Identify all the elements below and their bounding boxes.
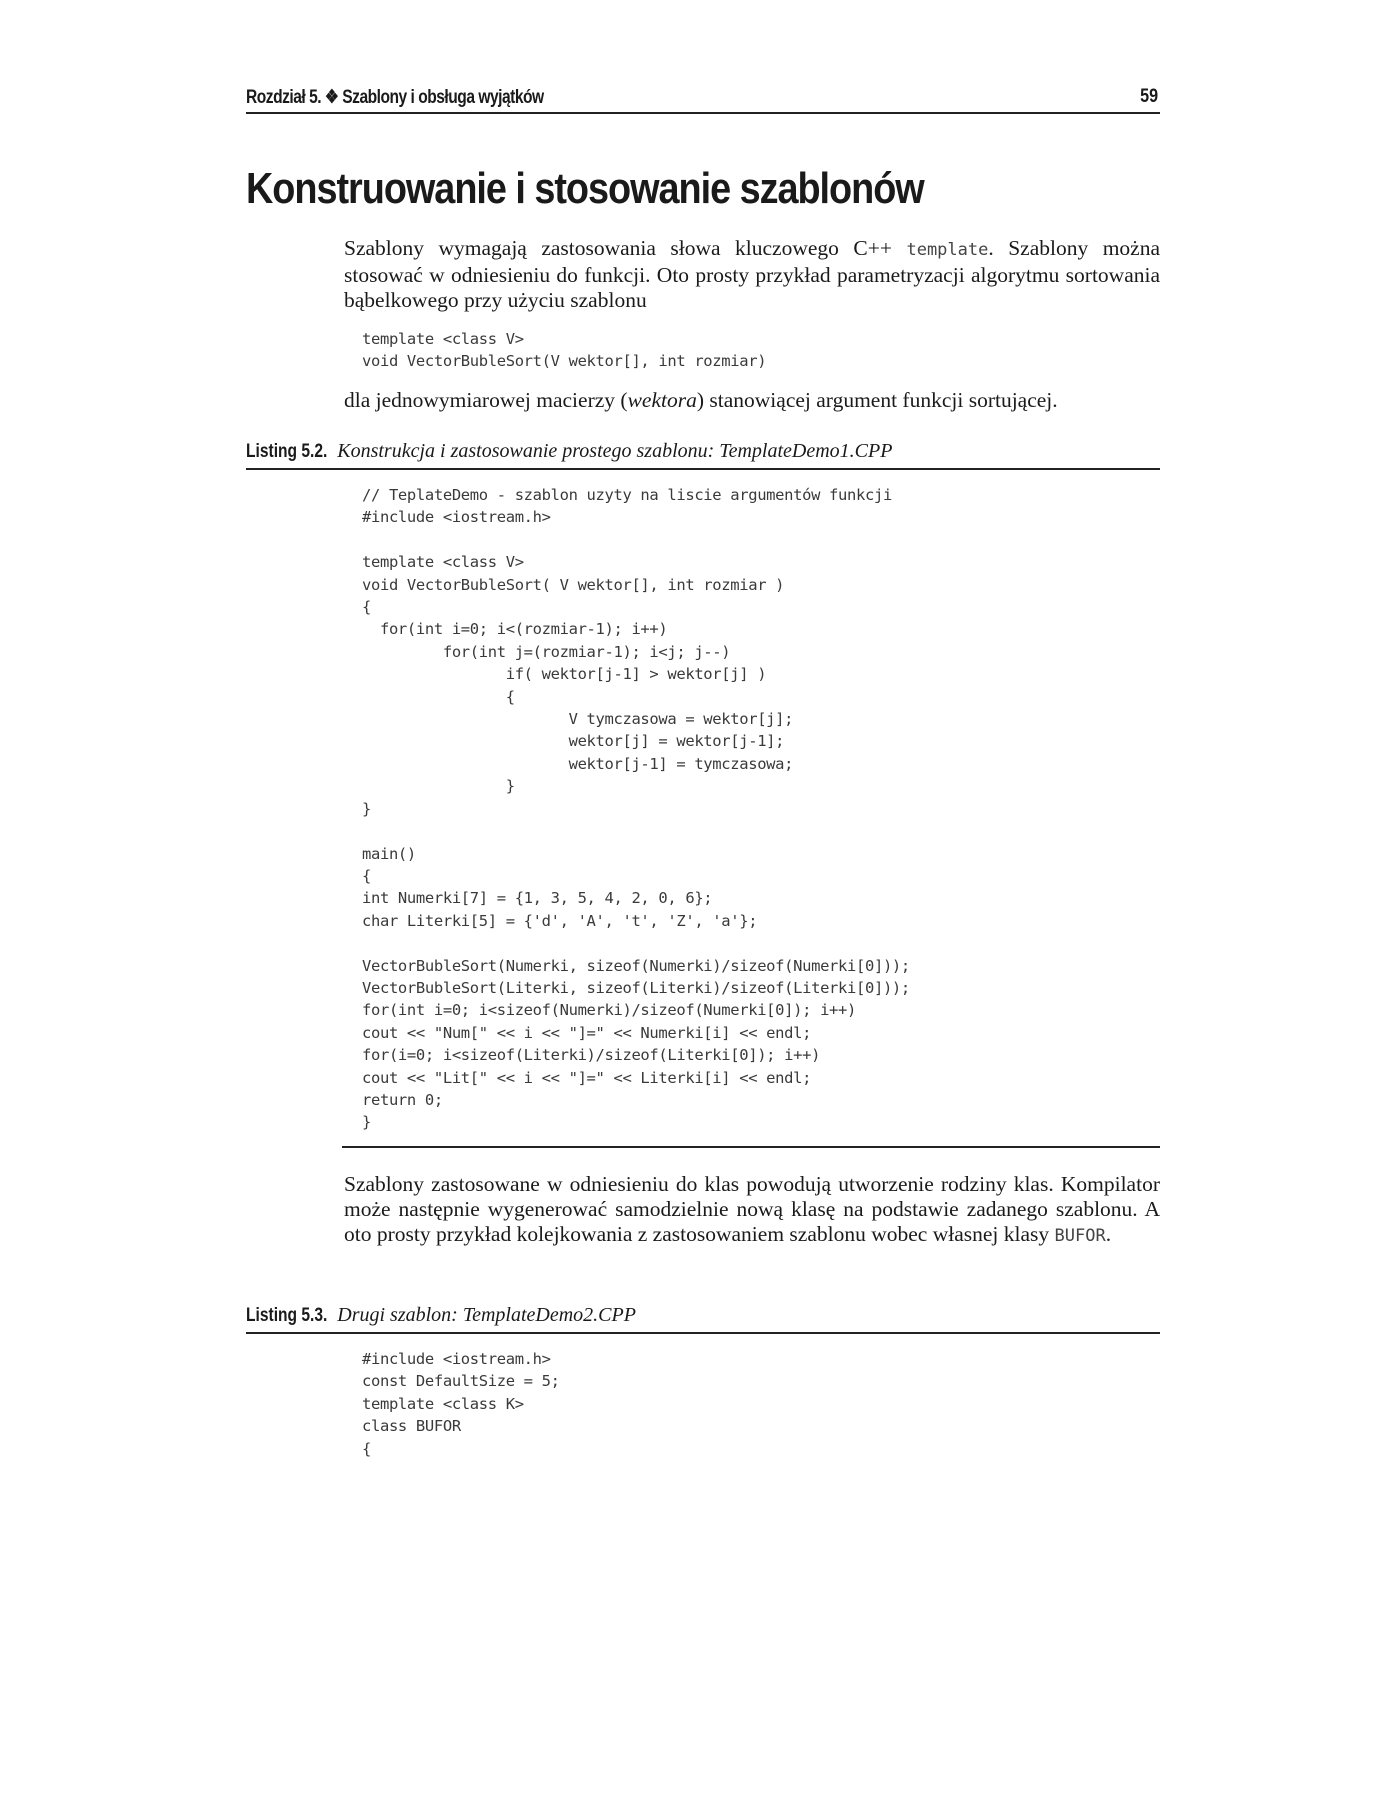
vector-italic-term: wektora	[627, 388, 697, 412]
listing-5-2-end-rule	[342, 1146, 1160, 1148]
vector-text-start: dla jednowymiarowej macierzy (	[344, 388, 628, 412]
listing-5-2-description: Konstrukcja i zastosowanie prostego szablonu: TemplateDemo1.CPP	[337, 440, 893, 462]
chapter-title: Rozdział 5. ❖ Szablony i obsługa wyjątków	[246, 87, 544, 108]
listing-5-2-caption	[246, 440, 1160, 470]
listing-5-2-code: // TeplateDemo - szablon uzyty na liscie argumentów funkcji #include <iostream.h> template <class V> void VectorBubleSort( V wektor[], int rozmiar ) { for(int i=0; i<(rozmiar-1); i++) for(int j=(rozmiar-1); i<j; j--) if( wektor[j-1] > wektor[j] ) { V tymczasowa = wektor[j]; wektor[j] = wektor[j-1]; wektor[j-1] = tymczasowa; } } main() { int Numerki[7] = {1, 3, 5, 4, 2, 0, 6}; char Literki[5] = {'d', 'A', 't', 'Z', 'a'}; VectorBubleSort(Numerki, sizeof(Numerki)/sizeof(Numerki[0])); VectorBubleSort(Literki, sizeof(Literki)/sizeof(Literki[0])); for(int i=0; i<sizeof(Numerki)/sizeof(Numerki[0]); i++) cout << "Num[" << i << "]=" << Numerki[i] << endl; for(i=0; i<sizeof(Literki)/sizeof(Literki[0]); i++) cout << "Lit[" << i << "]=" << Literki[i] << endl; return 0; }	[362, 486, 910, 1132]
class-templates-paragraph	[344, 1172, 1160, 1249]
intro-paragraph	[344, 236, 1160, 313]
vector-text-end: ) stanowiącej argument funkcji sortującej.	[696, 388, 1058, 412]
listing-5-2-label: Listing 5.2.	[246, 441, 328, 462]
listing-5-3-label: Listing 5.3.	[246, 1305, 328, 1326]
listing-5-3-code: #include <iostream.h> const DefaultSize = 5; template <class K> class BUFOR {	[362, 1350, 560, 1458]
listing-5-3-caption	[246, 1304, 1160, 1334]
listing-5-3-description: Drugi szablon: TemplateDemo2.CPP	[337, 1304, 636, 1326]
vector-paragraph	[344, 388, 1160, 413]
running-header	[246, 84, 1160, 114]
inline-code-template: template	[906, 240, 989, 260]
intro-text-start: Szablony wymagają zastosowania słowa kluczowego C++	[344, 236, 907, 260]
template-declaration-snippet: template <class V> void VectorBubleSort(V wektor[], int rozmiar)	[362, 330, 767, 371]
class-templates-text: Szablony zastosowane w odniesieniu do klas powodują utworzenie rodziny klas. Kompilator może następnie wygenerować samodzielnie nową klasę na podstawie zadanego szablonu. A oto prosty przykład kolejkowania z zastosowaniem szablonu wobec własnej klasy	[344, 1172, 1160, 1246]
inline-code-bufor: BUFOR	[1054, 1226, 1106, 1246]
class-templates-text-end: .	[1105, 1222, 1112, 1246]
intro-text-end: . Szablony można stosować w odniesieniu do funkcji. Oto prosty przykład parametryzacji algorytmu sortowania bąbelkowego przy użyciu szablonu	[344, 236, 1161, 312]
section-title: Konstruowanie i stosowanie szablonów	[246, 164, 924, 213]
page-number: 59	[1140, 86, 1158, 107]
